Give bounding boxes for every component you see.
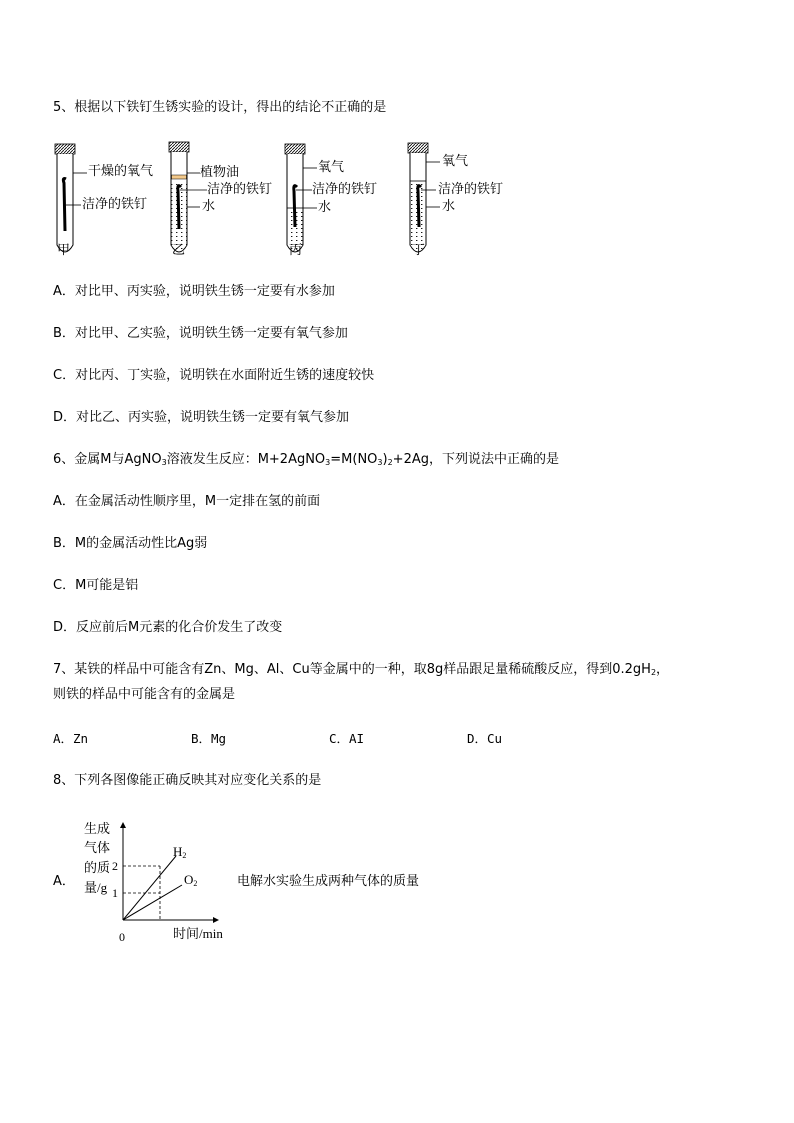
- q6-stem: 6、金属M与AgNO$_3$溶液发生反应：$M+2AgNO_3=M(NO_3)_2+2Ag$，下列说法中正确的是: [53, 452, 559, 467]
- q5-option-a: A．对比甲、丙实验，说明铁生锈一定要有水参加: [53, 284, 335, 299]
- tube-jia-label: 甲: [57, 243, 71, 258]
- graph-ylabel-1: 生成: [84, 821, 111, 836]
- tube-bing-ann-nail: 洁净的铁钉: [312, 182, 378, 197]
- tube-yi: [169, 142, 207, 252]
- q6-option-d: D．反应前后M元素的化合价发生了改变: [53, 620, 283, 635]
- q8-option-a-letter: A．: [53, 874, 75, 889]
- q5-option-d: D．对比乙、丙实验，说明铁生锈一定要有氧气参加: [53, 410, 350, 425]
- graph-xlabel: 时间/min: [173, 926, 223, 941]
- tube-ding-ann-oxygen: 氧气: [442, 154, 469, 169]
- graph-ylabel-4: 量/g: [84, 880, 108, 895]
- q5-stem: 5、根据以下铁钉生锈实验的设计，得出的结论不正确的是: [53, 100, 387, 115]
- q8-option-a-caption: 电解水实验生成两种气体的质量: [237, 874, 420, 889]
- tube-jia-ann-nail: 洁净的铁钉: [82, 197, 148, 212]
- graph-label-h2: $H_2$: [173, 844, 187, 860]
- q5-option-b: B．对比甲、乙实验，说明铁生锈一定要有氧气参加: [53, 326, 348, 341]
- tube-bing-label: 丙: [289, 243, 303, 258]
- graph-ylabel-2: 气体: [84, 840, 111, 855]
- q7-option-a: A．Zn: [53, 731, 89, 746]
- graph-ytick-2: 2: [112, 859, 118, 873]
- tube-jia-ann-oxygen: 干燥的氧气: [88, 164, 154, 179]
- tube-bing-ann-oxygen: 氧气: [318, 160, 345, 175]
- graph-ytick-1: 1: [112, 886, 118, 900]
- graph-ylabel-3: 的质: [84, 860, 111, 875]
- q7-option-d: D．Cu: [467, 731, 503, 746]
- tube-yi-label: 乙: [172, 243, 186, 258]
- graph-line-o2: [123, 885, 182, 920]
- tube-ding-label: 丁: [412, 243, 426, 258]
- q6-option-a: A．在金属活动性顺序里，M一定排在氢的前面: [53, 494, 321, 509]
- q7-option-b: B．Mg: [191, 731, 227, 746]
- graph-origin: 0: [119, 930, 125, 944]
- tube-bing: [285, 144, 317, 252]
- tube-ding-ann-nail: 洁净的铁钉: [438, 182, 504, 197]
- tube-yi-ann-nail: 洁净的铁钉: [207, 182, 273, 197]
- tube-yi-ann-oil: 植物油: [200, 165, 240, 180]
- tube-yi-ann-water: 水: [202, 199, 216, 214]
- q7-stem-line1: 7、某铁的样品中可能含有Zn、Mg、Al、Cu等金属中的一种，取8g样品跟足量稀硫酸反应，得到$0.2gH_2$，: [53, 662, 670, 677]
- tube-ding: [408, 143, 440, 252]
- q5-option-c: C．对比丙、丁实验，说明铁在水面附近生锈的速度较快: [53, 368, 375, 383]
- graph-label-o2: $O_2$: [184, 872, 198, 888]
- tube-ding-ann-water: 水: [442, 199, 456, 214]
- q6-option-c: C．M可能是铝: [53, 578, 139, 593]
- q8-option-a-graph: [80, 818, 240, 938]
- tube-bing-ann-water: 水: [318, 200, 332, 215]
- q7-stem-line2: 则铁的样品中可能含有的金属是: [53, 687, 236, 702]
- graph-line-h2: [123, 856, 176, 920]
- q7-option-c: C．AI: [329, 731, 365, 746]
- q6-option-b: B．M的金属活动性比Ag弱: [53, 536, 208, 551]
- q8-stem: 8、下列各图像能正确反映其对应变化关系的是: [53, 773, 322, 788]
